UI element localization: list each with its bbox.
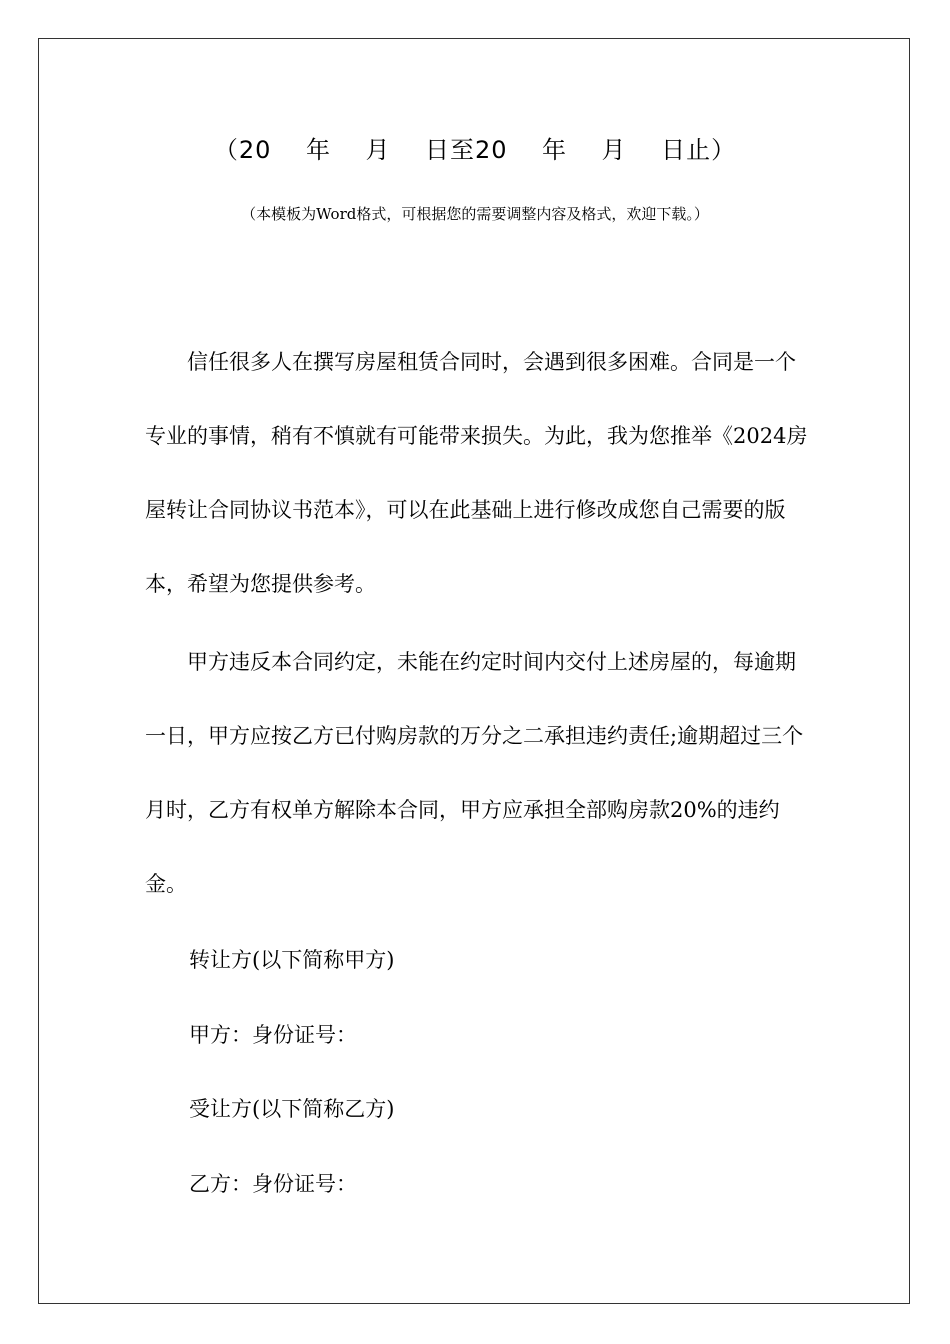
transferor-heading: 转让方(以下简称甲方) bbox=[189, 948, 395, 972]
party-b-id-line: 乙方：身份证号： bbox=[189, 1172, 357, 1196]
penalty-paragraph: 甲方违反本合同约定，未能在约定时间内交付上述房屋的，每逾期一日，甲方应按乙方已付购房款的万分之二承担违约责任;逾期超过三个月时，乙方有权单方解除本合同，甲方应承担全部购房款20%的违约金。 bbox=[145, 650, 804, 896]
party-a-id-line: 甲方：身份证号： bbox=[189, 1023, 357, 1047]
document-title: （20 年 月 日至20 年 月 日止） bbox=[213, 136, 737, 164]
intro-paragraph: 信任很多人在撰写房屋租赁合同时，会遇到很多困难。合同是一个专业的事情，稍有不慎就有可能带来损失。为此，我为您推举《2024房屋转让合同协议书范本》，可以在此基础上进行修改成您自己需要的版本，希望为您提供参考。 bbox=[145, 350, 808, 596]
transferee-heading: 受让方(以下简称乙方) bbox=[189, 1097, 395, 1121]
document-subtitle: （本模板为Word格式，可根据您的需要调整内容及格式，欢迎下载。） bbox=[241, 205, 709, 223]
